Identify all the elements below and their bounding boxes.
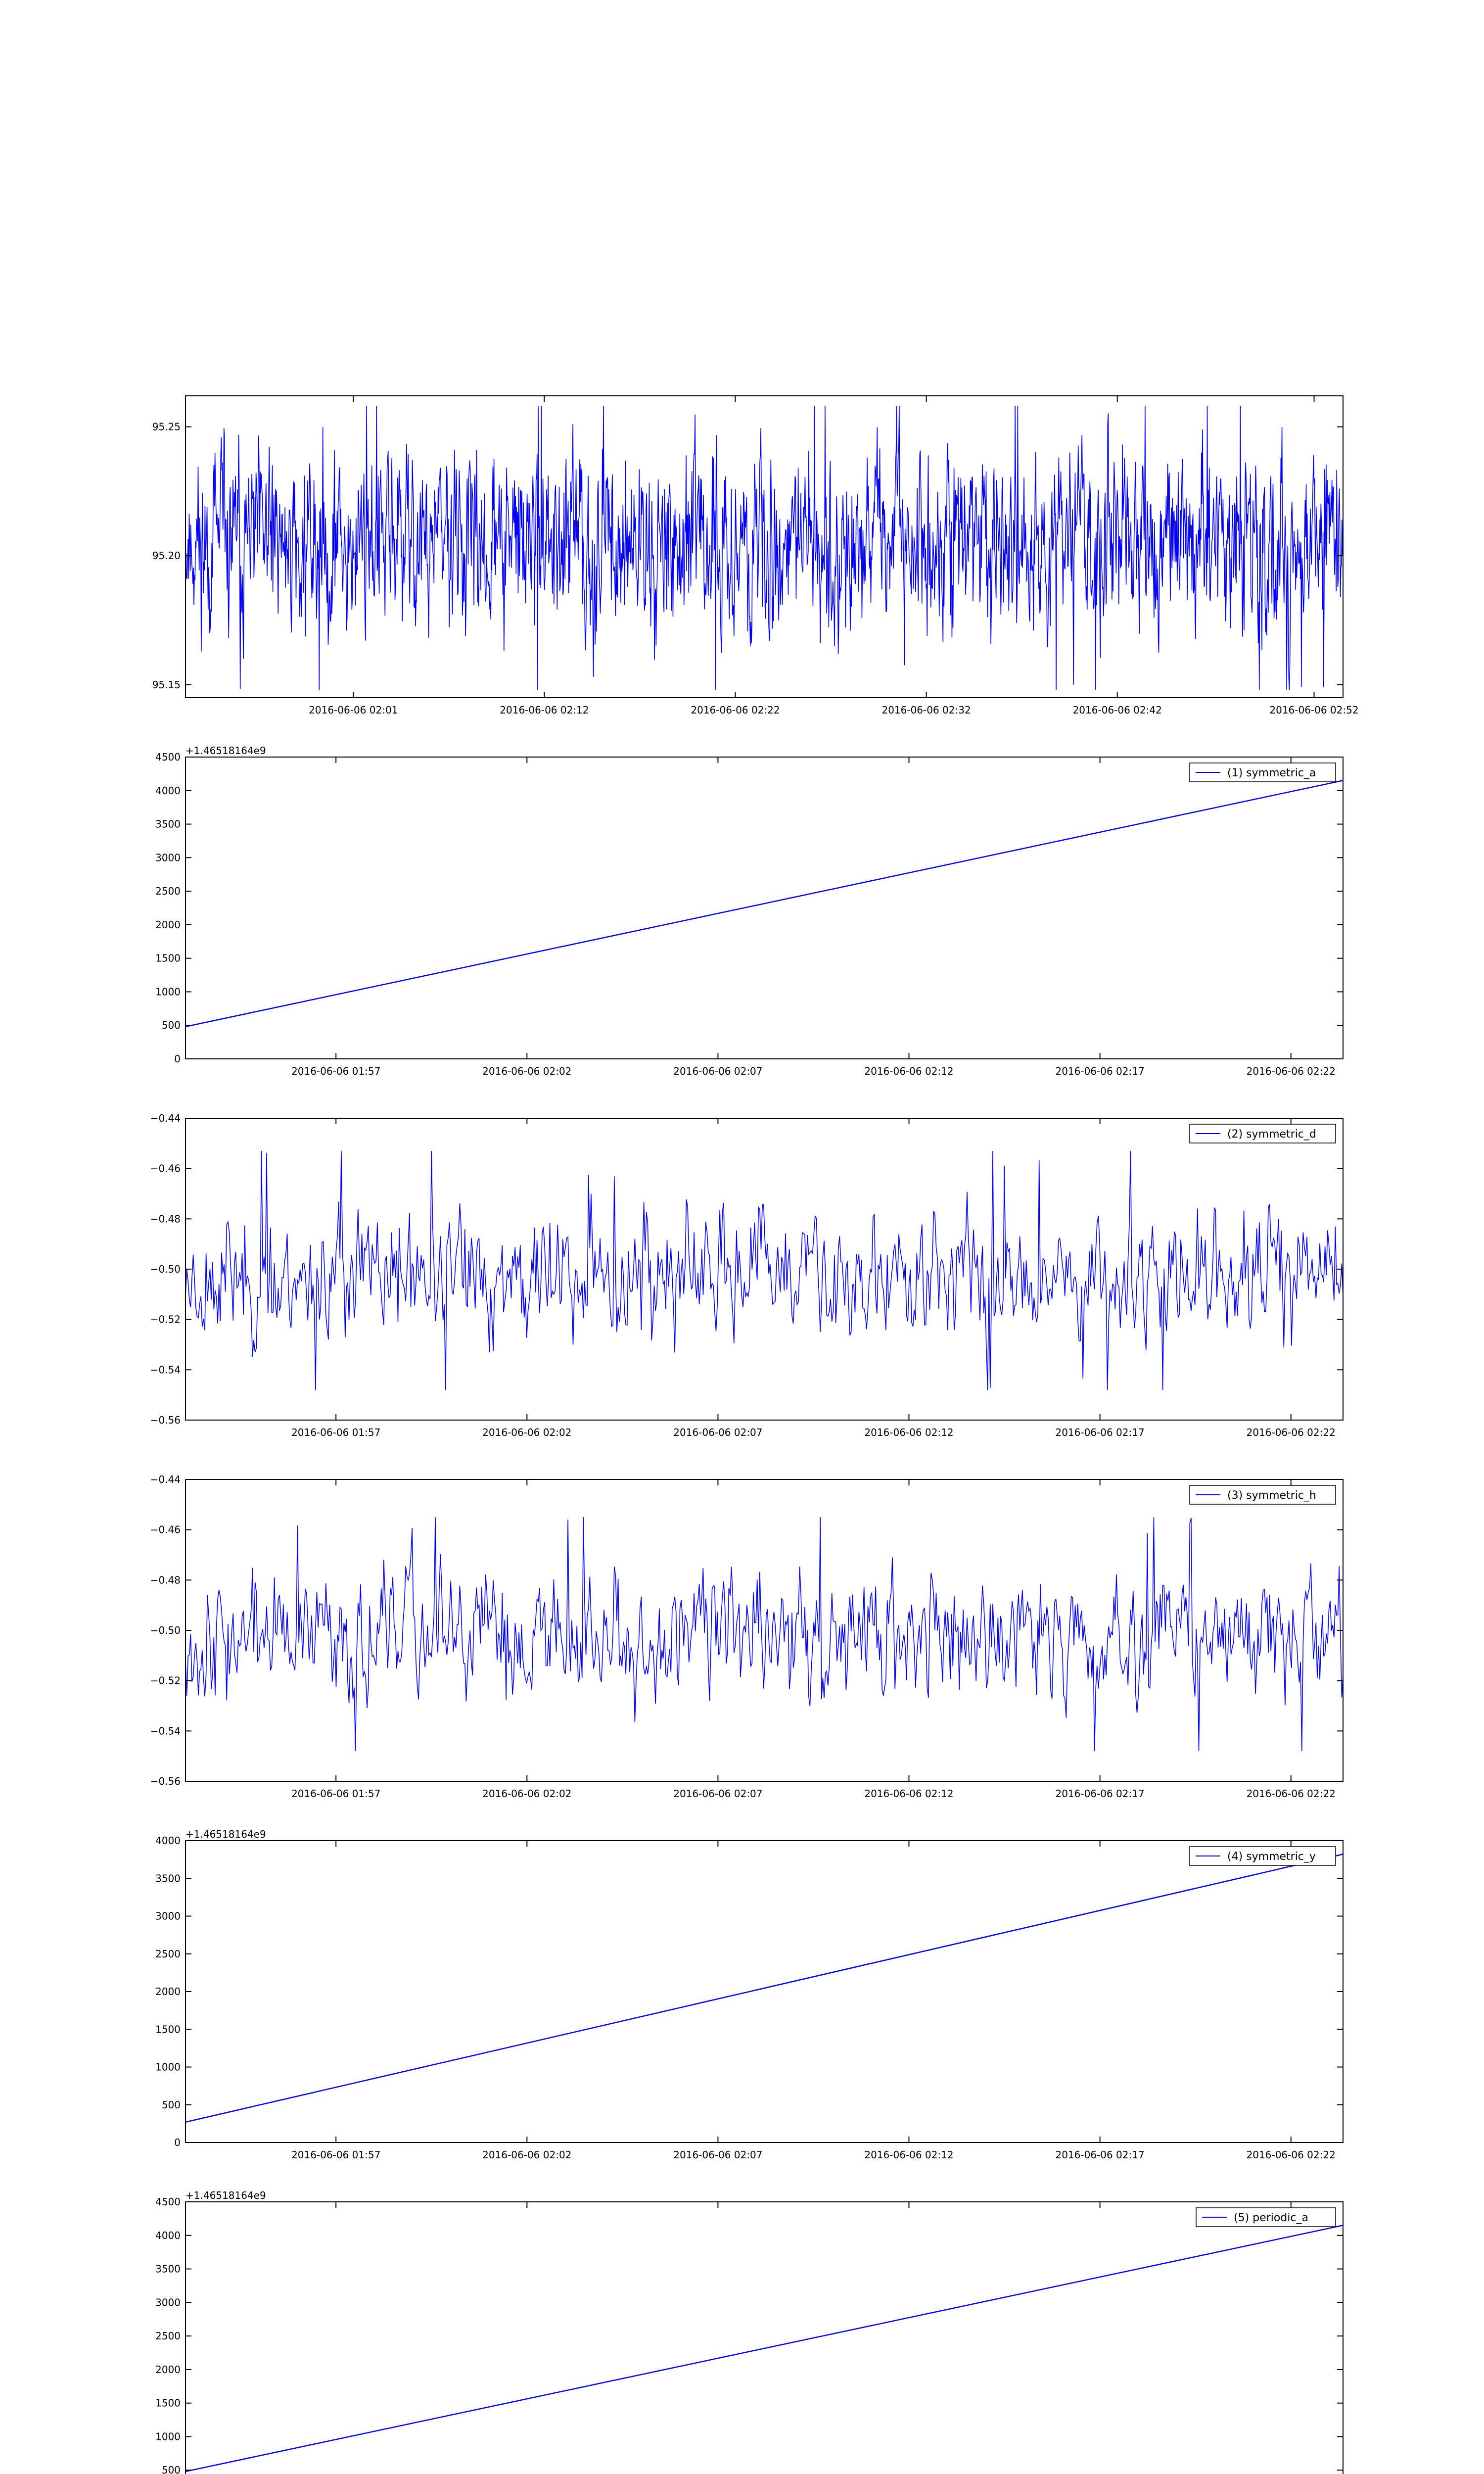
y-tick-label: 2000 bbox=[155, 918, 181, 931]
x-tick-label: 2016-06-06 02:32 bbox=[881, 704, 971, 716]
y-tick-label: 1000 bbox=[155, 986, 181, 998]
panel-p1 bbox=[155, 745, 1343, 1077]
y-tick-label: 500 bbox=[161, 2098, 181, 2111]
series-line-p3 bbox=[186, 1517, 1343, 1751]
x-tick-label: 2016-06-06 02:17 bbox=[1055, 1427, 1145, 1438]
y-tick-label: 1500 bbox=[155, 2023, 181, 2036]
axes-frame bbox=[186, 2202, 1343, 2474]
y-tick-label: −0.48 bbox=[150, 1574, 181, 1586]
x-tick-label: 2016-06-06 02:12 bbox=[864, 1427, 954, 1438]
y-tick-label: 95.20 bbox=[152, 550, 181, 562]
x-tick-label: 2016-06-06 02:07 bbox=[673, 2149, 763, 2161]
x-tick-label: 2016-06-06 02:52 bbox=[1269, 704, 1359, 716]
x-tick-label: 2016-06-06 02:17 bbox=[1055, 2149, 1145, 2161]
y-tick-label: −0.44 bbox=[150, 1474, 181, 1485]
x-tick-label: 2016-06-06 02:17 bbox=[1055, 1065, 1145, 1077]
x-tick-label: 2016-06-06 01:57 bbox=[291, 1788, 381, 1800]
x-tick-label: 2016-06-06 02:01 bbox=[309, 704, 398, 716]
y-tick-label: 2000 bbox=[155, 2363, 181, 2376]
x-tick-label: 2016-06-06 02:12 bbox=[500, 704, 589, 716]
x-tick-label: 2016-06-06 01:57 bbox=[291, 1427, 381, 1438]
x-tick-label: 2016-06-06 02:22 bbox=[1246, 2149, 1336, 2161]
y-tick-label: 3000 bbox=[155, 852, 181, 864]
y-tick-label: 2500 bbox=[155, 885, 181, 898]
legend-label: (5) periodic_a bbox=[1234, 2212, 1308, 2224]
y-tick-label: −0.50 bbox=[150, 1263, 181, 1275]
x-tick-label: 2016-06-06 02:12 bbox=[864, 1788, 954, 1800]
y-tick-label: −0.56 bbox=[150, 1775, 181, 1787]
panel-p4 bbox=[155, 1828, 1343, 2161]
y-tick-label: 2500 bbox=[155, 2330, 181, 2342]
y-tick-label: −0.56 bbox=[150, 1414, 181, 1426]
x-tick-label: 2016-06-06 02:22 bbox=[691, 704, 780, 716]
legend bbox=[1190, 763, 1336, 782]
x-tick-label: 2016-06-06 02:07 bbox=[673, 1788, 763, 1800]
y-tick-label: 1500 bbox=[155, 952, 181, 964]
x-tick-label: 2016-06-06 02:02 bbox=[482, 1065, 572, 1077]
x-tick-label: 2016-06-06 01:57 bbox=[291, 1065, 381, 1077]
series-line-top bbox=[186, 406, 1343, 690]
y-tick-label: 1000 bbox=[155, 2061, 181, 2073]
x-tick-label: 2016-06-06 01:57 bbox=[291, 2149, 381, 2161]
x-tick-label: 2016-06-06 02:12 bbox=[864, 1065, 954, 1077]
x-tick-label: 2016-06-06 02:22 bbox=[1246, 1788, 1336, 1800]
axis-offset-text: +1.46518164e9 bbox=[186, 2189, 266, 2201]
y-tick-label: −0.54 bbox=[150, 1725, 181, 1737]
panel-p5 bbox=[155, 2189, 1343, 2474]
x-tick-label: 2016-06-06 02:07 bbox=[673, 1427, 763, 1438]
y-tick-label: 3000 bbox=[155, 1910, 181, 1922]
y-tick-label: 3500 bbox=[155, 2263, 181, 2275]
series-line-p1 bbox=[186, 780, 1343, 1026]
x-tick-label: 2016-06-06 02:22 bbox=[1246, 1427, 1336, 1438]
y-tick-label: −0.46 bbox=[150, 1523, 181, 1536]
legend-label: (3) symmetric_h bbox=[1227, 1489, 1316, 1502]
y-tick-label: 1000 bbox=[155, 2430, 181, 2443]
series-line-p4 bbox=[186, 1854, 1343, 2122]
y-tick-label: 95.15 bbox=[152, 678, 181, 691]
panel-p2 bbox=[150, 1112, 1343, 1438]
y-tick-label: −0.50 bbox=[150, 1624, 181, 1636]
y-tick-label: 4500 bbox=[155, 2196, 181, 2208]
legend bbox=[1196, 2208, 1336, 2227]
x-tick-label: 2016-06-06 02:02 bbox=[482, 2149, 572, 2161]
y-tick-label: −0.52 bbox=[150, 1313, 181, 1326]
axis-offset-text: +1.46518164e9 bbox=[186, 1828, 266, 1840]
legend-label: (2) symmetric_d bbox=[1227, 1128, 1316, 1141]
y-tick-label: 95.25 bbox=[152, 421, 181, 433]
legend bbox=[1190, 1847, 1336, 1865]
y-tick-label: −0.48 bbox=[150, 1213, 181, 1225]
y-tick-label: 3500 bbox=[155, 1872, 181, 1885]
y-tick-label: 0 bbox=[174, 1053, 181, 1065]
y-tick-label: 2500 bbox=[155, 1948, 181, 1960]
series-line-p5 bbox=[186, 2225, 1343, 2472]
y-tick-label: 2000 bbox=[155, 1986, 181, 1998]
y-tick-label: −0.54 bbox=[150, 1364, 181, 1376]
y-tick-label: 4000 bbox=[155, 784, 181, 797]
x-tick-label: 2016-06-06 02:17 bbox=[1055, 1788, 1145, 1800]
panel-top bbox=[152, 396, 1359, 716]
legend-label: (1) symmetric_a bbox=[1227, 767, 1316, 779]
axes-frame bbox=[186, 757, 1343, 1059]
x-tick-label: 2016-06-06 02:07 bbox=[673, 1065, 763, 1077]
y-tick-label: 1500 bbox=[155, 2397, 181, 2409]
x-tick-label: 2016-06-06 02:22 bbox=[1246, 1065, 1336, 1077]
y-tick-label: 3000 bbox=[155, 2296, 181, 2309]
y-tick-label: 500 bbox=[161, 2464, 181, 2474]
axes-frame bbox=[186, 1118, 1343, 1420]
y-tick-label: 4000 bbox=[155, 1835, 181, 1847]
y-tick-label: −0.44 bbox=[150, 1112, 181, 1124]
axes-frame bbox=[186, 1479, 1343, 1781]
axes-frame bbox=[186, 1841, 1343, 2142]
y-tick-label: 3500 bbox=[155, 818, 181, 830]
axis-offset-text: +1.46518164e9 bbox=[186, 745, 266, 757]
y-tick-label: 4500 bbox=[155, 751, 181, 763]
y-tick-label: −0.46 bbox=[150, 1162, 181, 1175]
x-tick-label: 2016-06-06 02:02 bbox=[482, 1427, 572, 1438]
legend-label: (4) symmetric_y bbox=[1227, 1851, 1316, 1863]
legend bbox=[1190, 1485, 1336, 1504]
x-tick-label: 2016-06-06 02:02 bbox=[482, 1788, 572, 1800]
x-tick-label: 2016-06-06 02:12 bbox=[864, 2149, 954, 2161]
y-tick-label: 0 bbox=[174, 2137, 181, 2148]
y-tick-label: 500 bbox=[161, 1019, 181, 1032]
panel-p3 bbox=[150, 1474, 1343, 1800]
y-tick-label: 4000 bbox=[155, 2229, 181, 2241]
y-tick-label: −0.52 bbox=[150, 1674, 181, 1687]
series-line-p2 bbox=[186, 1151, 1343, 1390]
x-tick-label: 2016-06-06 02:42 bbox=[1072, 704, 1162, 716]
legend bbox=[1190, 1124, 1336, 1143]
